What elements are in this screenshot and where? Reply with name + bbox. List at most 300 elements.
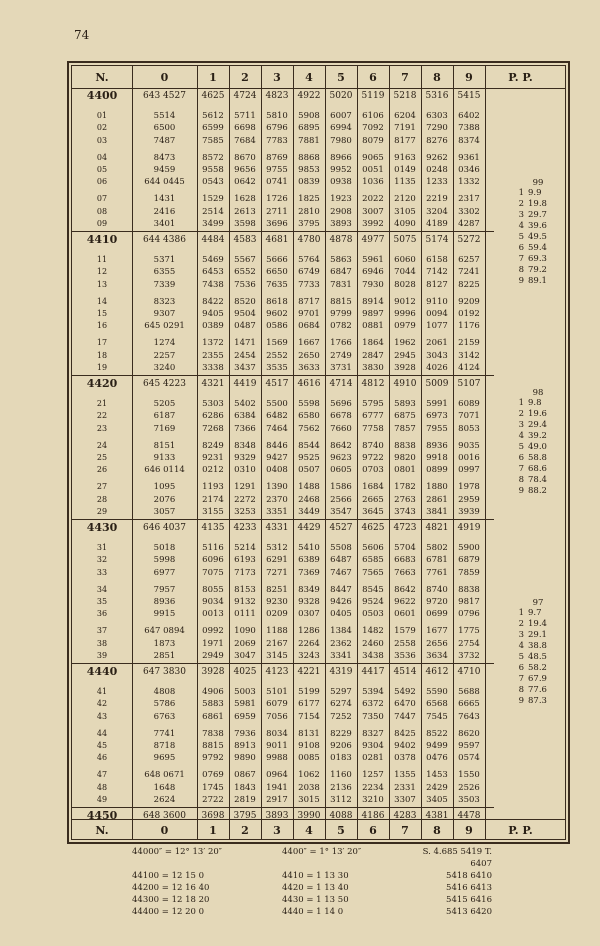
log-value: 5199 (298, 687, 320, 698)
log-value: 5394 (362, 687, 384, 698)
pp-digit: 2 (518, 409, 524, 419)
log-value: 648 0671 (144, 770, 185, 781)
log-value: 3401 (153, 218, 176, 229)
row-number: 04 (96, 152, 108, 162)
log-value: 3307 (394, 794, 416, 805)
log-value: 7857 (394, 423, 416, 434)
log-value: 6650 (266, 267, 288, 278)
log-value: 3992 (362, 218, 384, 229)
table-row (72, 164, 494, 176)
log-value: 5961 (362, 255, 384, 266)
log-value: 6994 (330, 123, 352, 134)
row-number: 35 (96, 597, 108, 606)
log-value: 3112 (330, 794, 352, 805)
table-row (72, 522, 494, 534)
log-value: 645 4223 (143, 379, 186, 389)
log-value: 1825 (298, 194, 320, 205)
pp-line (508, 696, 558, 707)
log-value: 6291 (266, 555, 288, 566)
log-value: 8769 (266, 152, 288, 163)
table-row (72, 596, 494, 608)
table-row (72, 440, 494, 452)
log-value: 5312 (266, 543, 288, 554)
log-value: 7290 (426, 123, 448, 134)
log-value: 0307 (298, 609, 320, 620)
log-value: 8251 (266, 584, 288, 595)
log-value: 1090 (234, 626, 256, 637)
log-value: 5514 (153, 111, 176, 122)
log-value: 644 4386 (143, 235, 186, 245)
log-value: 0503 (362, 609, 384, 620)
log-value: 646 4037 (143, 523, 186, 533)
log-value: 3893 (330, 218, 352, 229)
log-value: 6698 (234, 123, 256, 134)
log-value: 9915 (153, 609, 176, 620)
log-value: 0801 (394, 465, 416, 476)
row-number: 32 (96, 555, 108, 565)
note-seconds-small: 4440 = 1 14 0 (282, 907, 344, 917)
log-value: 7663 (394, 567, 416, 578)
log-value: 5863 (330, 255, 352, 266)
log-value: 9695 (153, 753, 176, 764)
log-value: 1193 (202, 482, 224, 493)
pp-digit: 5 (518, 652, 524, 662)
log-value: 7536 (234, 279, 256, 290)
pp-line (508, 464, 558, 475)
log-value: 7838 (202, 728, 224, 739)
log-value: 9622 (394, 597, 416, 607)
log-value: 4922 (297, 91, 321, 101)
table-row (72, 254, 494, 266)
pp-line (508, 442, 558, 453)
pp-line (508, 221, 558, 232)
log-value: 9755 (266, 165, 288, 175)
log-value: 7241 (458, 267, 480, 278)
pp-table (508, 388, 558, 497)
log-value: 7366 (234, 423, 256, 434)
row-number: 24 (96, 440, 108, 450)
log-value: 5101 (266, 687, 288, 698)
pp-digit: 1 (518, 188, 524, 198)
log-value: 0574 (458, 753, 480, 764)
log-value: 6875 (394, 411, 416, 422)
log-value: 7930 (362, 279, 384, 290)
log-value: 6060 (394, 255, 416, 266)
log-value: 9988 (266, 753, 288, 764)
log-value: 1453 (426, 770, 448, 781)
log-value: 9011 (266, 741, 288, 751)
table-header (72, 66, 565, 89)
log-value: 7957 (153, 584, 176, 595)
log-value: 2167 (266, 638, 288, 649)
log-value: 9361 (458, 152, 480, 163)
pp-line (508, 210, 558, 221)
log-value: 3795 (233, 811, 257, 821)
pp-line (508, 243, 558, 254)
log-value: 3795 (298, 218, 320, 229)
log-value: 7741 (153, 728, 176, 739)
log-value: 6552 (234, 267, 256, 278)
log-value: 7075 (202, 567, 224, 578)
row-rule (72, 519, 494, 520)
pp-head: 98 (532, 388, 544, 398)
log-value: 2264 (298, 638, 320, 649)
log-value: 5415 (457, 91, 481, 101)
log-value: 4319 (329, 667, 353, 677)
pp-digit: 1 (518, 608, 524, 618)
log-value: 1176 (458, 321, 480, 332)
log-value: 9133 (153, 453, 176, 463)
row-number: 4440 (86, 665, 118, 678)
row-number: 22 (96, 411, 108, 421)
row-number: 29 (96, 506, 108, 516)
log-value: 7487 (153, 135, 176, 146)
table-row (72, 423, 494, 435)
log-value: 8717 (298, 296, 320, 307)
log-value: 8422 (202, 296, 224, 307)
row-number: 01 (96, 111, 108, 121)
log-value: 8131 (298, 728, 320, 739)
row-number: 49 (96, 794, 108, 804)
log-value: 3155 (202, 506, 224, 517)
log-value: 4681 (265, 235, 289, 245)
note-seconds-large: 44000″ = 12° 13′ 20″ (132, 847, 222, 857)
log-value: 3939 (458, 506, 480, 517)
log-value: 2514 (202, 206, 224, 217)
page-number: 74 (74, 28, 90, 42)
log-value: 4283 (393, 811, 417, 821)
log-value: 4419 (233, 379, 257, 389)
log-value: 8966 (330, 152, 352, 163)
pp-value: 88.2 (528, 486, 547, 496)
log-value: 9701 (298, 309, 320, 319)
pp-table (508, 598, 558, 707)
footer-digit-1: 1 (209, 823, 217, 837)
log-value: 4025 (233, 667, 257, 677)
log-value: 4287 (458, 218, 480, 229)
table-row (72, 266, 494, 278)
log-value: 7464 (266, 423, 288, 434)
row-number: 03 (96, 135, 108, 145)
log-value: 4221 (297, 667, 321, 677)
log-value: 0839 (298, 177, 320, 188)
pp-value: 87.3 (528, 696, 547, 706)
pp-line (508, 608, 558, 619)
log-value: 1036 (362, 177, 384, 188)
log-value: 9524 (362, 597, 384, 607)
pp-digit: 7 (518, 464, 524, 474)
log-value: 0703 (362, 465, 384, 476)
log-value: 8544 (298, 440, 320, 451)
log-value: 9799 (330, 309, 352, 319)
log-value: 1941 (266, 782, 288, 793)
log-value: 3145 (266, 650, 288, 661)
log-value: 6665 (458, 699, 480, 710)
log-value: 1873 (153, 638, 176, 649)
log-value: 7635 (266, 279, 288, 290)
log-value: 5567 (234, 255, 256, 266)
log-value: 6453 (202, 267, 224, 278)
log-value: 2949 (202, 650, 224, 661)
row-number: 19 (96, 362, 108, 372)
header-pp-label: P. P. (508, 70, 533, 84)
log-value: 9328 (298, 597, 320, 607)
log-value: 9853 (298, 165, 320, 175)
log-value: 1586 (330, 482, 352, 493)
note-seconds-small: 4420 = 1 13 40 (282, 883, 349, 893)
footer-pp-label: P. P. (508, 823, 533, 837)
log-value: 1648 (153, 782, 176, 793)
log-value: 2810 (298, 206, 320, 217)
log-value: 646 0114 (144, 465, 185, 476)
log-value: 4919 (457, 523, 481, 533)
log-value: 2416 (153, 206, 176, 217)
pp-digit: 3 (518, 630, 524, 640)
log-value: 4233 (233, 523, 257, 533)
log-value: 2763 (394, 494, 416, 505)
log-value: 7545 (426, 711, 448, 722)
pp-digit: 6 (518, 243, 524, 253)
note-seconds-small: 4410 = 1 13 30 (282, 871, 349, 881)
log-value: 8815 (202, 741, 224, 751)
row-number: 47 (96, 770, 108, 780)
log-value: 6678 (330, 411, 352, 422)
log-value: 3547 (330, 506, 352, 517)
log-value: 5116 (202, 543, 224, 554)
log-value: 1390 (266, 482, 288, 493)
log-value: 5174 (425, 235, 449, 245)
log-value: 9558 (202, 165, 224, 175)
pp-value: 77.6 (528, 685, 547, 695)
log-value: 8740 (426, 584, 448, 595)
log-value: 4484 (201, 235, 225, 245)
log-value: 8572 (202, 152, 224, 163)
table-row (72, 362, 494, 374)
log-value: 2272 (234, 494, 256, 505)
log-value: 1431 (153, 194, 176, 205)
log-value: 644 0445 (144, 177, 185, 188)
pp-digit: 9 (518, 276, 524, 286)
log-value: 0111 (234, 609, 256, 620)
log-value: 1775 (458, 626, 480, 637)
log-value: 8028 (394, 279, 416, 290)
log-value: 4878 (329, 235, 353, 245)
pp-value: 49.0 (528, 442, 547, 452)
log-value: 9304 (362, 741, 384, 751)
table-row (72, 279, 494, 291)
log-value: 7191 (394, 123, 416, 134)
log-value: 8545 (362, 584, 384, 595)
table-row (72, 542, 494, 554)
pp-value: 29.4 (528, 420, 547, 430)
log-value: 5500 (266, 399, 288, 410)
log-value: 4088 (329, 811, 353, 821)
log-value: 3696 (266, 218, 288, 229)
row-number: 4450 (86, 809, 118, 822)
log-value: 4625 (361, 523, 385, 533)
log-value: 9996 (394, 309, 416, 319)
table-row (72, 794, 494, 806)
table-row (72, 234, 494, 246)
log-value: 3698 (201, 811, 225, 821)
log-value: 6193 (234, 555, 256, 566)
log-value: 5371 (153, 255, 176, 266)
log-value: 2861 (426, 494, 448, 505)
log-value: 4821 (425, 523, 449, 533)
log-value: 3047 (234, 650, 256, 661)
log-value: 0543 (202, 177, 224, 188)
log-value: 4381 (425, 811, 449, 821)
log-value: 8838 (394, 440, 416, 451)
log-value: 7350 (362, 711, 384, 722)
log-value: 2355 (202, 350, 224, 361)
table-row (72, 494, 494, 506)
log-value: 5981 (234, 699, 256, 710)
log-value: 3732 (458, 650, 480, 661)
pp-value: 67.9 (528, 674, 547, 684)
log-value: 0487 (234, 321, 256, 332)
pp-value: 19.6 (528, 409, 547, 419)
log-value: 1372 (202, 338, 224, 349)
log-value: 3830 (362, 362, 384, 373)
footer-digit-2: 2 (241, 823, 249, 837)
row-number: 45 (96, 741, 108, 750)
table-row (72, 740, 494, 752)
pp-line (508, 431, 558, 442)
log-value: 7831 (330, 279, 352, 290)
log-value: 8055 (202, 584, 224, 595)
log-value: 8276 (426, 135, 448, 146)
log-value: 9405 (202, 309, 224, 319)
log-value: 6959 (234, 711, 256, 722)
log-value: 0408 (266, 465, 288, 476)
table-row (72, 452, 494, 464)
log-value: 5009 (425, 379, 449, 389)
note-line (132, 882, 492, 894)
row-number: 4400 (86, 89, 118, 102)
row-number: 46 (96, 753, 108, 763)
table-row (72, 122, 494, 134)
log-value: 1766 (330, 338, 352, 349)
log-value: 2076 (153, 494, 176, 505)
note-s-t: 5415 6416 (446, 895, 492, 905)
log-value: 5020 (329, 91, 353, 101)
pp-value: 39.2 (528, 431, 547, 441)
log-value: 2656 (426, 638, 448, 649)
log-value: 4417 (361, 667, 385, 677)
note-seconds-small: 4430 = 1 13 50 (282, 895, 349, 905)
log-value: 5810 (266, 111, 288, 122)
table-row (72, 666, 494, 678)
log-value: 7044 (394, 267, 416, 278)
log-value: 1135 (394, 177, 416, 188)
log-value: 5303 (202, 399, 224, 410)
table-row (72, 782, 494, 794)
log-value: 0741 (266, 177, 288, 188)
row-number: 34 (96, 584, 108, 594)
row-rule (72, 375, 494, 376)
log-value: 3057 (153, 506, 176, 517)
log-value: 2552 (266, 350, 288, 361)
log-value: 5795 (362, 399, 384, 410)
log-value: 0378 (394, 753, 416, 764)
log-value: 4723 (393, 523, 417, 533)
log-value: 1160 (330, 770, 352, 781)
log-value: 0769 (202, 770, 224, 781)
log-value: 7173 (234, 567, 256, 578)
log-value: 1291 (234, 482, 256, 493)
log-value: 1864 (362, 338, 384, 349)
log-value: 9110 (426, 296, 448, 307)
pp-digit: 3 (518, 420, 524, 430)
table-row (72, 193, 494, 205)
row-rule (72, 807, 494, 808)
log-value: 7339 (153, 279, 176, 290)
log-value: 0601 (394, 609, 416, 620)
log-value: 8177 (394, 135, 416, 146)
log-value: 6946 (362, 267, 384, 278)
log-value: 8327 (362, 728, 384, 739)
log-value: 7154 (298, 711, 320, 722)
note-s-t: 5418 6410 (446, 871, 492, 881)
row-number: 39 (96, 650, 108, 660)
row-number: 06 (96, 177, 108, 187)
pp-digit: 9 (518, 696, 524, 706)
pp-line (508, 232, 558, 243)
log-value: 3499 (202, 218, 224, 229)
pp-value: 19.8 (528, 199, 547, 209)
log-value: 2120 (394, 194, 416, 205)
log-value: 4710 (457, 667, 481, 677)
log-value: 9209 (458, 296, 480, 307)
row-number: 33 (96, 567, 108, 577)
log-value: 0476 (426, 753, 448, 764)
pp-value: 48.5 (528, 652, 547, 662)
log-value: 647 3830 (143, 667, 186, 677)
log-value: 8323 (153, 296, 176, 307)
pp-digit: 8 (518, 265, 524, 275)
log-value: 3645 (362, 506, 384, 517)
log-value: 9065 (362, 152, 384, 163)
log-value: 3893 (265, 811, 289, 821)
log-value: 7447 (394, 711, 416, 722)
pp-line (508, 398, 558, 409)
log-value: 3743 (394, 506, 416, 517)
log-value: 0013 (202, 609, 224, 620)
row-number: 09 (96, 218, 108, 228)
pp-digit: 2 (518, 619, 524, 629)
header-digit-5: 5 (337, 70, 345, 84)
log-value: 5107 (457, 379, 481, 389)
row-number: 05 (96, 165, 108, 174)
log-value: 9230 (266, 597, 288, 607)
log-value: 1188 (266, 626, 288, 637)
log-value: 8127 (426, 279, 448, 290)
pp-value: 49.5 (528, 232, 547, 242)
table-row (72, 218, 494, 230)
header-n-label: N. (95, 70, 109, 84)
footer-digit-6: 6 (369, 823, 377, 837)
log-value: 3503 (458, 794, 480, 805)
row-number: 18 (96, 350, 108, 360)
row-number: 44 (96, 728, 108, 738)
log-value: 7733 (298, 279, 320, 290)
pp-line (508, 652, 558, 663)
log-value: 2136 (330, 782, 352, 793)
log-value: 3633 (298, 362, 320, 373)
row-number: 07 (96, 194, 108, 204)
log-value: 9402 (394, 741, 416, 751)
